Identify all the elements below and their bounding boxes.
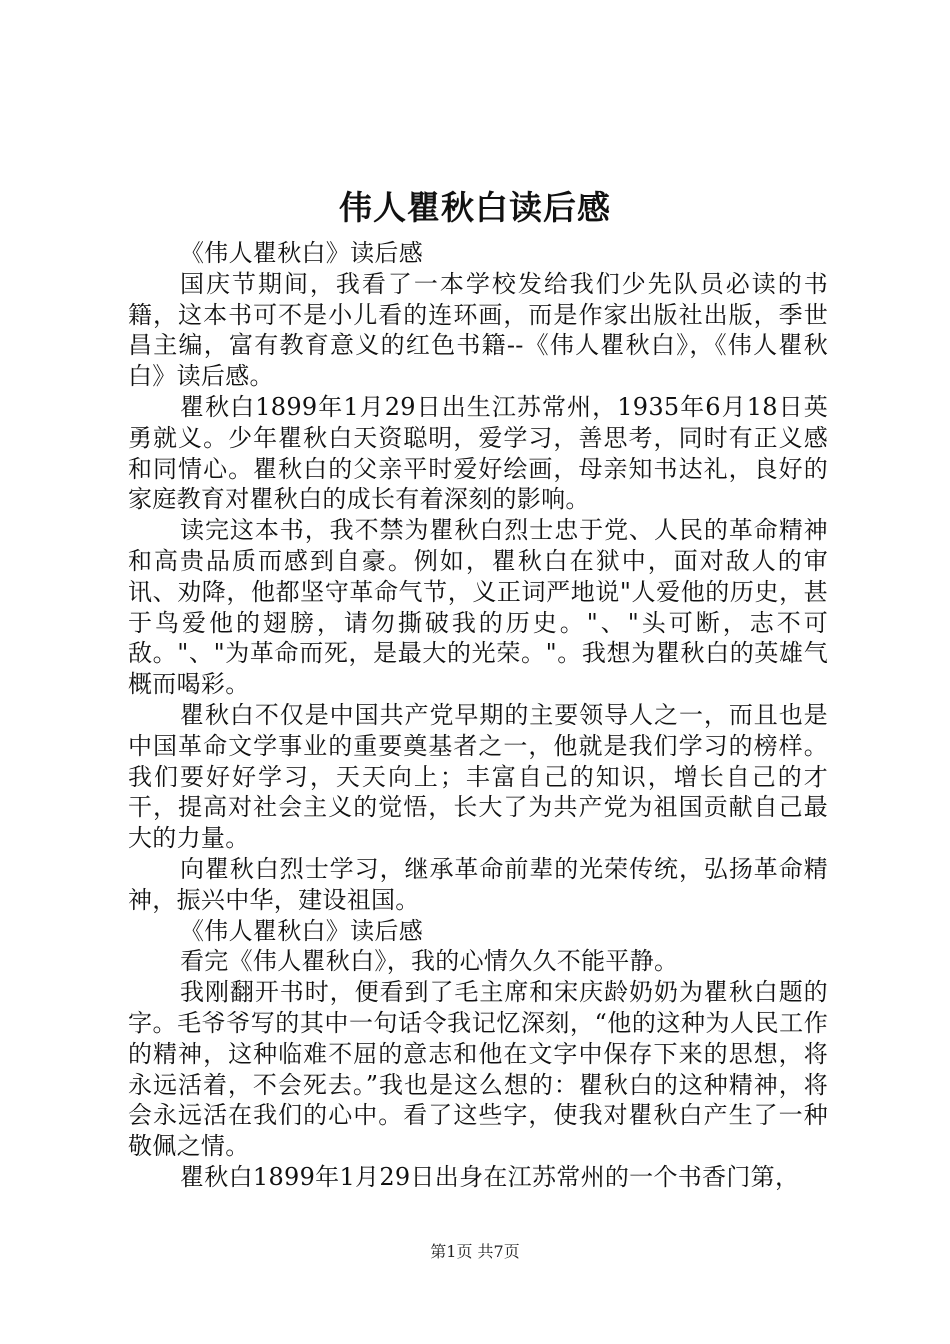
paragraph: 瞿秋白1899年1月29日出生江苏常州，1935年6月18日英勇就义。少年瞿秋白天资聪明，爱学习，善思考，同时有正义感和同情心。瞿秋白的父亲平时爱好绘画，母亲知书达礼，良好的家庭教育对瞿秋白的成长有着深刻的影响。 bbox=[128, 392, 828, 514]
paragraph: 国庆节期间，我看了一本学校发给我们少先队员必读的书籍，这本书可不是小儿看的连环画，而是作家出版社出版，季世昌主编，富有教育意义的红色书籍--《伟人瞿秋白》，《伟人瞿秋白》读后感。 bbox=[128, 269, 828, 391]
paragraph: 瞿秋白1899年1月29日出身在江苏常州的一个书香门第， bbox=[180, 1162, 800, 1191]
paragraph: 瞿秋白不仅是中国共产党早期的主要领导人之一，而且也是中国革命文学事业的重要奠基者之一，他就是我们学习的榜样。我们要好好学习，天天向上；丰富自己的知识，增长自己的才干，提高对社会主义的觉悟，长大了为共产党为祖国贡献自己最大的力量。 bbox=[128, 700, 828, 853]
paragraph-subtitle: 《伟人瞿秋白》读后感 bbox=[180, 239, 423, 267]
paragraph: 向瞿秋白烈士学习，继承革命前辈的光荣传统，弘扬革命精神，振兴中华，建设祖国。 bbox=[128, 854, 828, 914]
paragraph-subtitle: 《伟人瞿秋白》读后感 bbox=[180, 916, 423, 945]
document-body bbox=[128, 238, 828, 1193]
paragraph: 读完这本书，我不禁为瞿秋白烈士忠于党、人民的革命精神和高贵品质而感到自豪。例如，瞿秋白在狱中，面对敌人的审讯、劝降，他都坚守革命气节，义正词严地说"人爱他的历史，甚于鸟爱他的翅膀，请勿撕破我的历史。"、"头可断，志不可敌。"、"为革命而死，是最大的光荣。"。我想为瞿秋白的英雄气概而喝彩。 bbox=[128, 516, 828, 699]
document-title: 伟人瞿秋白读后感 bbox=[339, 188, 611, 227]
paragraph: 我刚翻开书时，便看到了毛主席和宋庆龄奶奶为瞿秋白题的字。毛爷爷写的其中一句话令我记忆深刻，“他的这种为人民工作的精神，这种临难不屈的意志和他在文字中保存下来的思想，将永远活着，不会死去。”我也是这么想的：瞿秋白的这种精神，将会永远活在我们的心中。看了这些字，使我对瞿秋白产生了一种敬佩之情。 bbox=[128, 978, 828, 1161]
page-number-footer: 第1页 共7页 bbox=[430, 1242, 520, 1261]
paragraph: 看完《伟人瞿秋白》，我的心情久久不能平静。 bbox=[180, 947, 679, 976]
